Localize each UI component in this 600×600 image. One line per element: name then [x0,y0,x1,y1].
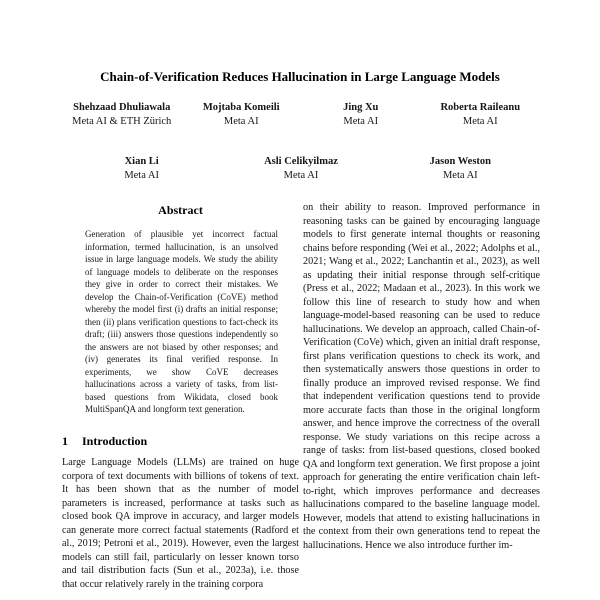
author-affiliation: Meta AI [223,116,259,127]
author-mojtaba-komeili [182,101,302,128]
author-asli-celikyilmaz [221,155,380,182]
intro-paragraph-left [62,456,299,600]
author-name: Mojtaba Komeili [202,102,280,113]
author-name: Jason Weston [429,156,491,167]
author-name: Jing Xu [343,102,379,113]
right-column [303,200,540,600]
author-jason-weston [381,155,540,182]
abstract-text: Generation of plausible yet incorrect factual information, termed hallucination, is an unsolved issue in large language models. We study the ability of language models to deliberate on the responses they give in order to correct their mistakes. We develop the Chain-of-Verification (CoVE) method whereby the model first (i) drafts an initial response; then (ii) plans verification questions to fact-check its draft; (iii) answers those questions independently so the answers are not biased by other responses; and (iv) generates its final verified response. In experiments, we show CoVE decreases hallucinations across a variety of tasks, from list-based questions from Wikidata, closed book MultiSpanQA and longform text generation. [85,229,278,414]
left-column [62,200,299,600]
abstract-heading: Abstract [158,203,203,217]
author-affiliation: Meta AI [343,116,379,127]
author-name: Xian Li [124,156,159,167]
author-roberta-raileanu [421,101,541,128]
author-affiliation: Meta AI [462,116,498,127]
intro-paragraph-right-text: on their ability to reason. Improved performance in reasoning tasks can be gained by encouraging language models to first generate internal thoughts or reasoning chains before responding (Wei et al., 2022; Adolphs et al., 2021; Wang et al., 2022; Lanchantin et al., 2023), as well as updating their initial response through self-critique (Press et al., 2022; Madaan et al., 2023). In this work we follow this line of research to study how and when language-model-based reasoning can be used to reduce hallucinations. We develop an approach, called Chain-of-Verification (CoVe) which, given an initial draft response, first plans verification questions to check its work, and then systematically answers those questions in order to finally produce an improved revised response. We find that independent verification questions tend to provide more accurate facts than those in the original longform answer, and hence improve the correctness of the overall response. We study variations on this recipe across a range of tasks: from list-based questions, closed booked QA and longform text generation. We first propose a joint approach for generating the entire verification chain left-to-right, which improves performance and decreases hallucinations compared to the baseline language model. However, models that attend to existing hallucinations in the context from their own generations tend to repeat the hallucinations. Hence we also introduce further im- [303,202,540,551]
section-title: Introduction [82,434,148,448]
author-affiliation: Meta AI [283,170,319,181]
author-affiliation: Meta AI & ETH Zürich [72,116,172,127]
author-affiliation: Meta AI [124,170,160,181]
intro-paragraph-left-text: Large Language Models (LLMs) are trained on huge corpora of text documents with billions of tokens of text. It has been shown that as the number of model parameters is increased, performance at tasks such as closed book QA improve in accuracy, and larger models can generate more correct factual statements (Radford et al., 2019; Petroni et al., 2019). However, even the largest models can still fail, particularly on lesser known torso and tail distribution facts (Sun et al., 2023a), i.e. those that occur relatively rarely in the training corpora [62,457,299,590]
section-number: 1 [62,434,68,448]
author-name: Roberta Raileanu [440,102,521,113]
author-name: Asli Celikyilmaz [264,156,338,167]
author-block-row2 [62,155,540,182]
author-block-row1 [62,101,540,128]
intro-paragraph-right [303,201,540,600]
section-heading-introduction [62,434,147,449]
author-jing-xu [301,101,421,128]
paper-title: Chain-of-Verification Reduces Hallucination in Large Language Models [100,69,500,84]
author-xian-li [62,155,221,182]
author-name: Shehzaad Dhuliawala [73,102,171,113]
author-shehzaad-dhuliawala [62,101,182,128]
author-affiliation: Meta AI [442,170,478,181]
